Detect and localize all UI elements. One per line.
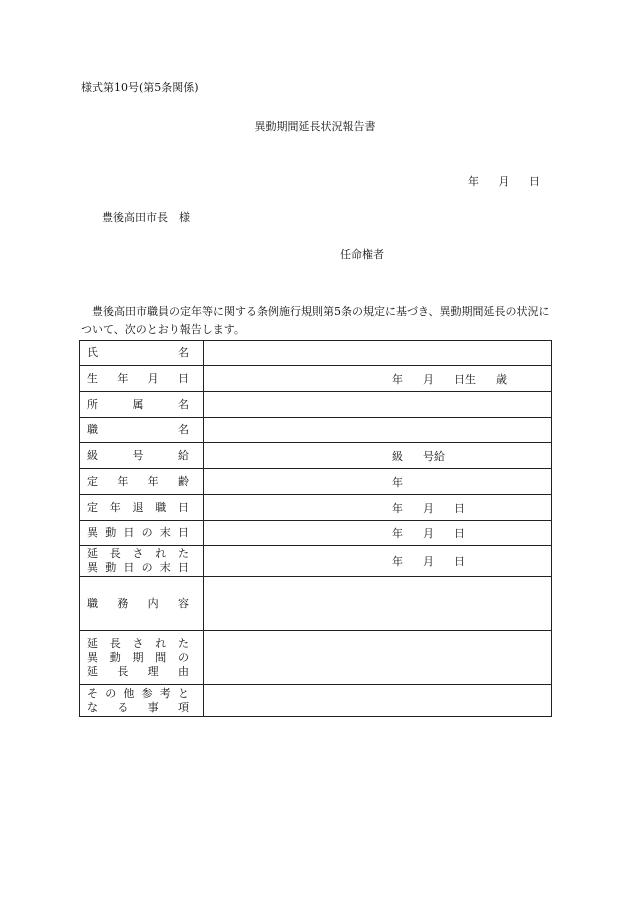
unit-label: 歳: [496, 372, 507, 386]
row-value-remarks[interactable]: [204, 685, 552, 717]
row-label-line: 延 長 理 由: [87, 664, 189, 678]
row-value-birthdate[interactable]: [204, 366, 552, 392]
row-label-grade-step: [80, 443, 204, 469]
fill-in-units: [204, 553, 551, 569]
row-value-extended-transfer-end-date[interactable]: [204, 546, 552, 577]
report-date: [468, 176, 540, 187]
unit-label: 日: [454, 555, 465, 568]
fill-in-units: [204, 474, 551, 490]
intro-paragraph: 豊後高田市職員の定年等に関する条例施行規則第5条の規定に基づき、異動期間延長の状況について、次のとおり報告します。: [81, 305, 550, 336]
row-label-line: 氏 名: [87, 346, 189, 359]
report-table: [79, 340, 552, 717]
row-label-line: 所 属 名: [87, 397, 189, 411]
row-label-line: 異 動 期 間 の: [87, 650, 189, 664]
row-value-retirement-age[interactable]: [204, 469, 552, 495]
date-month-label: 月: [498, 175, 510, 188]
unit-label: 日: [454, 527, 465, 540]
unit-label: 年: [392, 527, 403, 540]
row-label-position: [80, 418, 204, 443]
row-label-line: 延 長 さ れ た: [87, 547, 189, 560]
appointing-authority: 任命権者: [340, 248, 384, 261]
row-label-line: 生 年 月 日: [87, 371, 189, 385]
row-label-line: な る 事 項: [87, 700, 189, 714]
row-label-remarks: [80, 685, 204, 717]
unit-label: 年: [392, 555, 403, 568]
unit-label: 号給: [423, 449, 445, 463]
row-value-position[interactable]: [204, 418, 552, 443]
table-row-extended-transfer-end-date: [80, 546, 552, 577]
row-value-extension-reason[interactable]: [204, 631, 552, 685]
row-value-grade-step[interactable]: [204, 443, 552, 469]
form-number: 様式第10号(第5条関係): [81, 81, 199, 94]
row-label-extended-transfer-end-date: [80, 546, 204, 577]
fill-in-units: [204, 525, 551, 541]
row-label-line: 職 名: [87, 423, 189, 436]
table-row-retirement-date: [80, 495, 552, 521]
unit-label: 年: [392, 501, 403, 515]
row-label-line: 定 年 退 職 日: [87, 500, 189, 514]
row-label-line: 延 長 さ れ た: [87, 636, 189, 650]
row-label-department: [80, 392, 204, 418]
table-row-retirement-age: [80, 469, 552, 495]
unit-label: 月: [423, 555, 434, 568]
unit-label: 日生: [454, 372, 476, 386]
row-label-line: そ の 他 参 考 と: [87, 686, 189, 700]
row-label-line: 異 動 日 の 末 日: [87, 526, 189, 539]
row-label-birthdate: [80, 366, 204, 392]
row-value-department[interactable]: [204, 392, 552, 418]
unit-label: 年: [392, 475, 403, 489]
unit-label: 月: [423, 372, 434, 386]
row-label-line: 職 務 内 容: [87, 596, 189, 610]
addressee: 豊後高田市長 様: [102, 211, 190, 224]
table-row-name: [80, 341, 552, 366]
row-label-line: 定 年 年 齢: [87, 474, 189, 488]
row-value-duties[interactable]: [204, 577, 552, 631]
table-row-duties: [80, 577, 552, 631]
unit-label: 月: [423, 527, 434, 540]
row-label-extension-reason: [80, 631, 204, 685]
table-row-birthdate: [80, 366, 552, 392]
table-row-remarks: [80, 685, 552, 717]
table-row-transfer-end-date: [80, 521, 552, 546]
row-label-retirement-age: [80, 469, 204, 495]
row-label-name: [80, 341, 204, 366]
table-row-department: [80, 392, 552, 418]
table-row-position: [80, 418, 552, 443]
date-day-label: 日: [529, 175, 540, 188]
row-value-name[interactable]: [204, 341, 552, 366]
unit-label: 日: [454, 501, 465, 515]
table-row-extension-reason: [80, 631, 552, 685]
document-title: 異動期間延長状況報告書: [254, 120, 376, 133]
unit-label: 年: [392, 372, 403, 386]
row-value-transfer-end-date[interactable]: [204, 521, 552, 546]
row-label-line: 級 号 給: [87, 448, 189, 462]
fill-in-units: [204, 448, 551, 464]
row-label-retirement-date: [80, 495, 204, 521]
row-label-line: 異 動 日 の 末 日: [87, 561, 189, 574]
date-year-label: 年: [468, 175, 479, 188]
fill-in-units: [204, 371, 551, 387]
row-label-transfer-end-date: [80, 521, 204, 546]
unit-label: 月: [423, 501, 434, 515]
unit-label: 級: [392, 449, 403, 463]
table-row-grade-step: [80, 443, 552, 469]
row-label-duties: [80, 577, 204, 631]
row-value-retirement-date[interactable]: [204, 495, 552, 521]
fill-in-units: [204, 500, 551, 516]
